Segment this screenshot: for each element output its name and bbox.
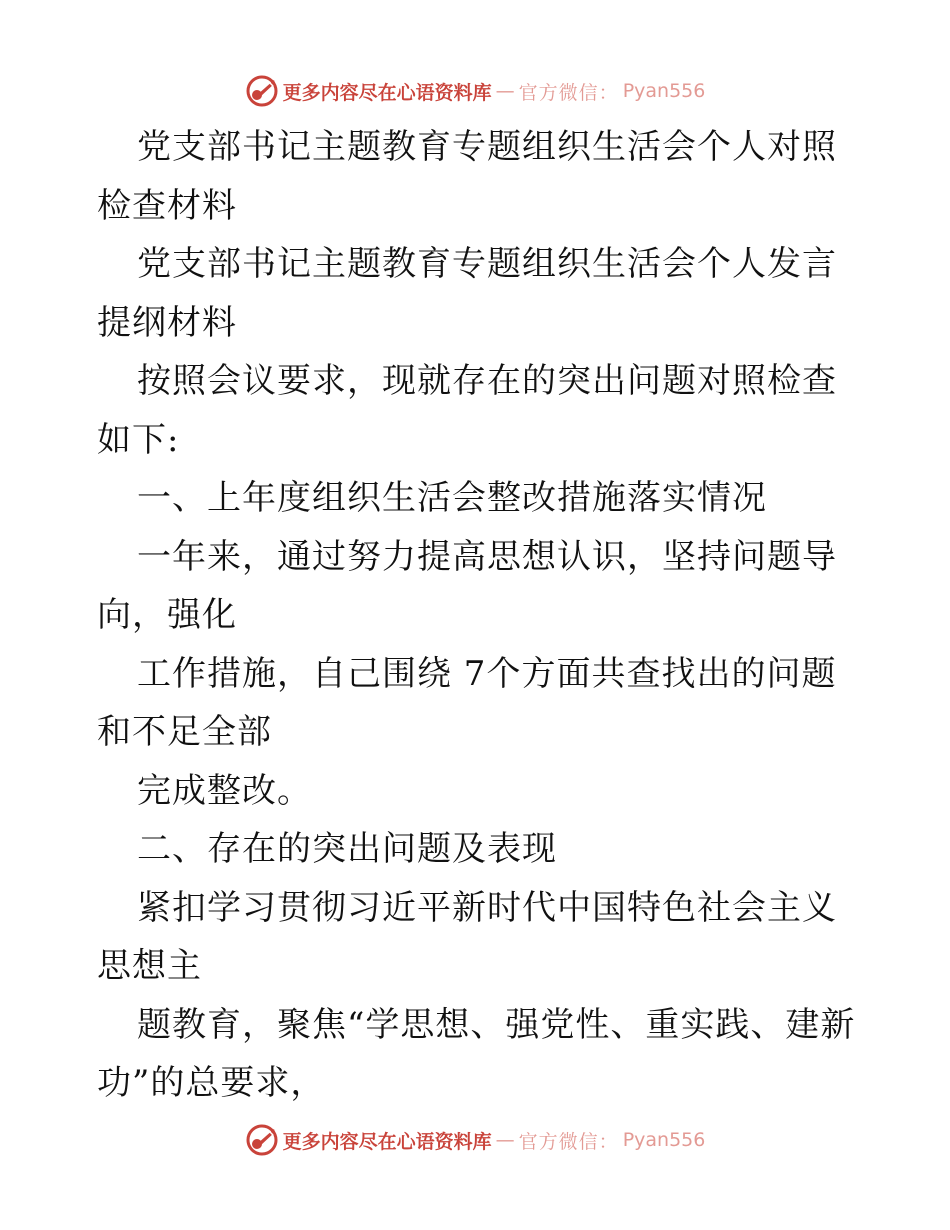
paragraph: 一年来，通过努力提高思想认识，坚持问题导向，强化 — [97, 536, 837, 635]
watermark-account-id: Pyan556 — [622, 1129, 706, 1151]
quill-logo-icon — [245, 1123, 279, 1157]
header-watermark — [0, 71, 950, 111]
watermark-separator: — — [495, 80, 515, 102]
watermark-official-label: 官方微信： — [518, 1130, 619, 1153]
paragraph: 党支部书记主题教育专题组织生活会个人发言提纲材料 — [97, 244, 837, 343]
paragraph: 党支部书记主题教育专题组织生活会个人对照检查材料 — [97, 127, 837, 226]
paragraph: 完成整改。 — [137, 770, 312, 811]
document-body — [97, 118, 857, 1113]
quill-logo-icon — [245, 74, 279, 108]
section-heading: 一、上年度组织生活会整改措施落实情况 — [137, 478, 767, 518]
footer-watermark — [0, 1120, 950, 1160]
section-heading: 二、存在的突出问题及表现 — [137, 829, 557, 869]
watermark-brand: 更多内容尽在心语资料库 — [282, 1130, 492, 1153]
paragraph: 工作措施，自己围绕 7个方面共查找出的问题和不足全部 — [97, 653, 837, 752]
watermark-account-id: Pyan556 — [622, 80, 706, 102]
paragraph: 紧扣学习贯彻习近平新时代中国特色社会主义思想主 — [97, 887, 837, 986]
watermark-brand: 更多内容尽在心语资料库 — [282, 81, 492, 104]
paragraph: 按照会议要求，现就存在的突出问题对照检查如下: — [97, 361, 837, 460]
paragraph: 题教育，聚焦“学思想、强党性、重实践、建新功”的总要求， — [97, 1004, 856, 1103]
watermark-official-label: 官方微信： — [518, 81, 619, 104]
watermark-separator: — — [495, 1129, 515, 1151]
